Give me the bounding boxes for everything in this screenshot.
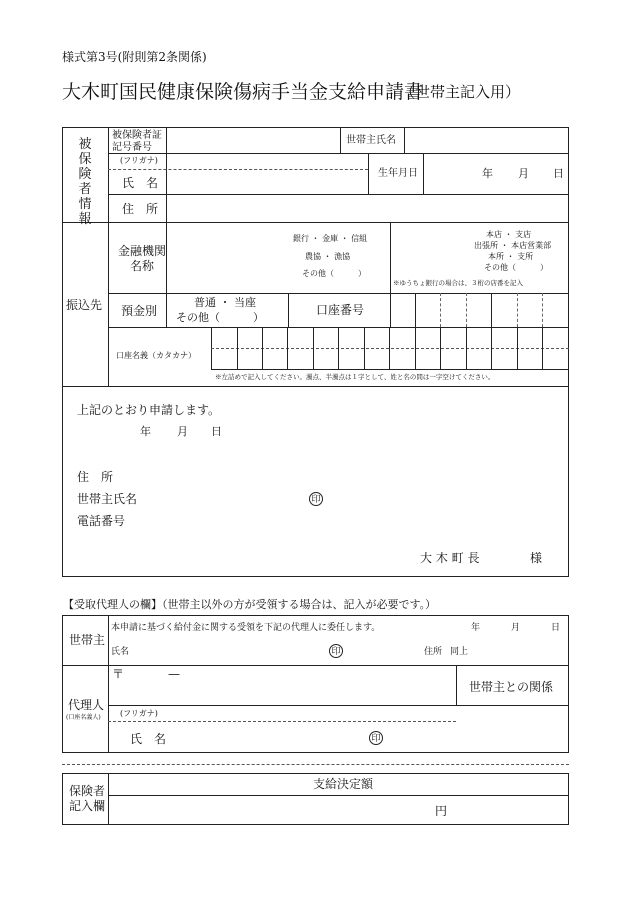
- insurer-label-1: 保険者: [69, 784, 106, 798]
- deposit-options-1[interactable]: 普通 ・ 当座: [194, 296, 256, 309]
- proxy-heading: 【受取代理人の欄】（世帯主以外の方が受領する場合は、記入が必要です。）: [63, 598, 437, 611]
- form-number: 様式第3号(附則第2条関係): [62, 50, 207, 64]
- householder-name-label: 世帯主氏名: [346, 135, 396, 146]
- decl-address-label: 住 所: [77, 470, 114, 484]
- birth-day-label: 日: [553, 167, 564, 180]
- decl-address-field[interactable]: [140, 467, 540, 485]
- account-holder-label: 口座名義（カタカナ）: [116, 351, 196, 360]
- agent-name-field[interactable]: [180, 722, 360, 750]
- decl-householder-field[interactable]: [140, 489, 300, 507]
- agent-furigana-label: (フリガナ): [120, 709, 158, 718]
- bank-types-2: 農協 ・ 漁協: [305, 252, 351, 261]
- birthdate-field[interactable]: [424, 154, 568, 193]
- yen-label: 円: [435, 804, 448, 818]
- account-number-field[interactable]: [391, 294, 568, 326]
- birth-month-label: 月: [518, 167, 529, 180]
- proxy-householder-label: 世帯主: [69, 633, 106, 647]
- yucho-note: ※ゆうちょ銀行の場合は、３桁の店番を記入: [393, 279, 523, 287]
- decl-phone-label: 電話番号: [77, 514, 126, 528]
- branch-types-1: 本店 ・ 支店: [486, 230, 532, 239]
- agent-sublabel: (口座名義人): [66, 714, 101, 721]
- insurer-label: [69, 784, 105, 814]
- account-number-label: 口座番号: [316, 303, 365, 317]
- branch-types-2: 出張所 ・ 本店営業部: [474, 241, 552, 250]
- furigana-label: (フリガナ): [120, 156, 158, 165]
- cert-number-field[interactable]: [167, 128, 339, 152]
- decl-month-label: 月: [177, 425, 188, 438]
- decl-day-label: 日: [211, 425, 222, 438]
- birth-year-label: 年: [482, 167, 493, 180]
- institution-name-field[interactable]: [167, 223, 289, 292]
- decl-year-label: 年: [140, 425, 151, 438]
- deposit-options-2[interactable]: その他（ ）: [176, 311, 264, 324]
- bank-types-1: 銀行 ・ 金庫 ・ 信組: [293, 234, 368, 243]
- addressee-honorific: 様: [530, 551, 543, 565]
- account-holder-note: ※左詰めで記入してください。濁点、半濁点は１字として、姓と名の間は一字空けてください。: [215, 373, 495, 381]
- proxy-address-label: 住所: [424, 647, 443, 657]
- postal-dash: —: [168, 667, 180, 681]
- declaration-statement: 上記のとおり申請します。: [77, 403, 221, 417]
- branch-types-3: 本所 ・ 支所: [488, 252, 534, 261]
- proxy-month-label: 月: [511, 623, 521, 633]
- page-title-suffix: （世帯主記入用）: [400, 83, 521, 101]
- delegation-text: 本申請に基づく給付金に関する受領を下記の代理人に委任します。: [111, 623, 381, 633]
- transfer-section-label: 振込先: [66, 298, 103, 312]
- decl-householder-label: 世帯主氏名: [77, 492, 138, 506]
- insured-address-field[interactable]: [167, 195, 568, 221]
- decl-seal-icon: 印: [309, 492, 323, 506]
- institution-label: 金融機関 名称: [118, 244, 167, 273]
- relation-field[interactable]: [457, 706, 568, 752]
- postal-mark: 〒: [112, 667, 125, 681]
- proxy-day-label: 日: [551, 623, 561, 633]
- account-holder-field[interactable]: [212, 328, 568, 368]
- separator-line: [62, 764, 569, 765]
- bank-types-3: その他（ ）: [302, 269, 366, 278]
- insured-name-field[interactable]: [167, 154, 367, 193]
- branch-name-field[interactable]: [391, 223, 471, 278]
- householder-name-field[interactable]: [405, 128, 568, 152]
- proxy-address-same: 同上: [450, 647, 469, 657]
- decl-phone-field[interactable]: [140, 511, 340, 529]
- deposit-type-label: 預金別: [121, 304, 158, 318]
- proxy-householder-seal-icon: 印: [329, 644, 343, 658]
- insured-section-label: 被保険者情報: [78, 137, 92, 227]
- birthdate-label: 生年月日: [378, 168, 418, 179]
- agent-label: 代理人: [68, 698, 105, 712]
- proxy-name-label: 氏名: [111, 647, 130, 657]
- amount-field[interactable]: [109, 796, 429, 824]
- insured-address-label: 住 所: [122, 202, 159, 216]
- agent-name-label: 氏 名: [130, 732, 167, 746]
- insured-name-label: 氏 名: [122, 176, 159, 190]
- branch-types-4: その他（ ）: [484, 263, 548, 272]
- insurer-label-2: 記入欄: [69, 799, 106, 813]
- relation-label: 世帯主との関係: [469, 680, 554, 694]
- proxy-year-label: 年: [471, 623, 481, 633]
- agent-address-field[interactable]: [125, 667, 455, 705]
- amount-label: 支給決定額: [313, 777, 374, 791]
- page-title: 大木町国民健康保険傷病手当金支給申請書: [62, 81, 424, 103]
- agent-seal-icon: 印: [369, 731, 383, 745]
- addressee: 大 木 町 長: [420, 551, 480, 565]
- cert-number-label: 被保険者証記号番号: [112, 130, 162, 153]
- proxy-householder-name-field[interactable]: [130, 643, 320, 661]
